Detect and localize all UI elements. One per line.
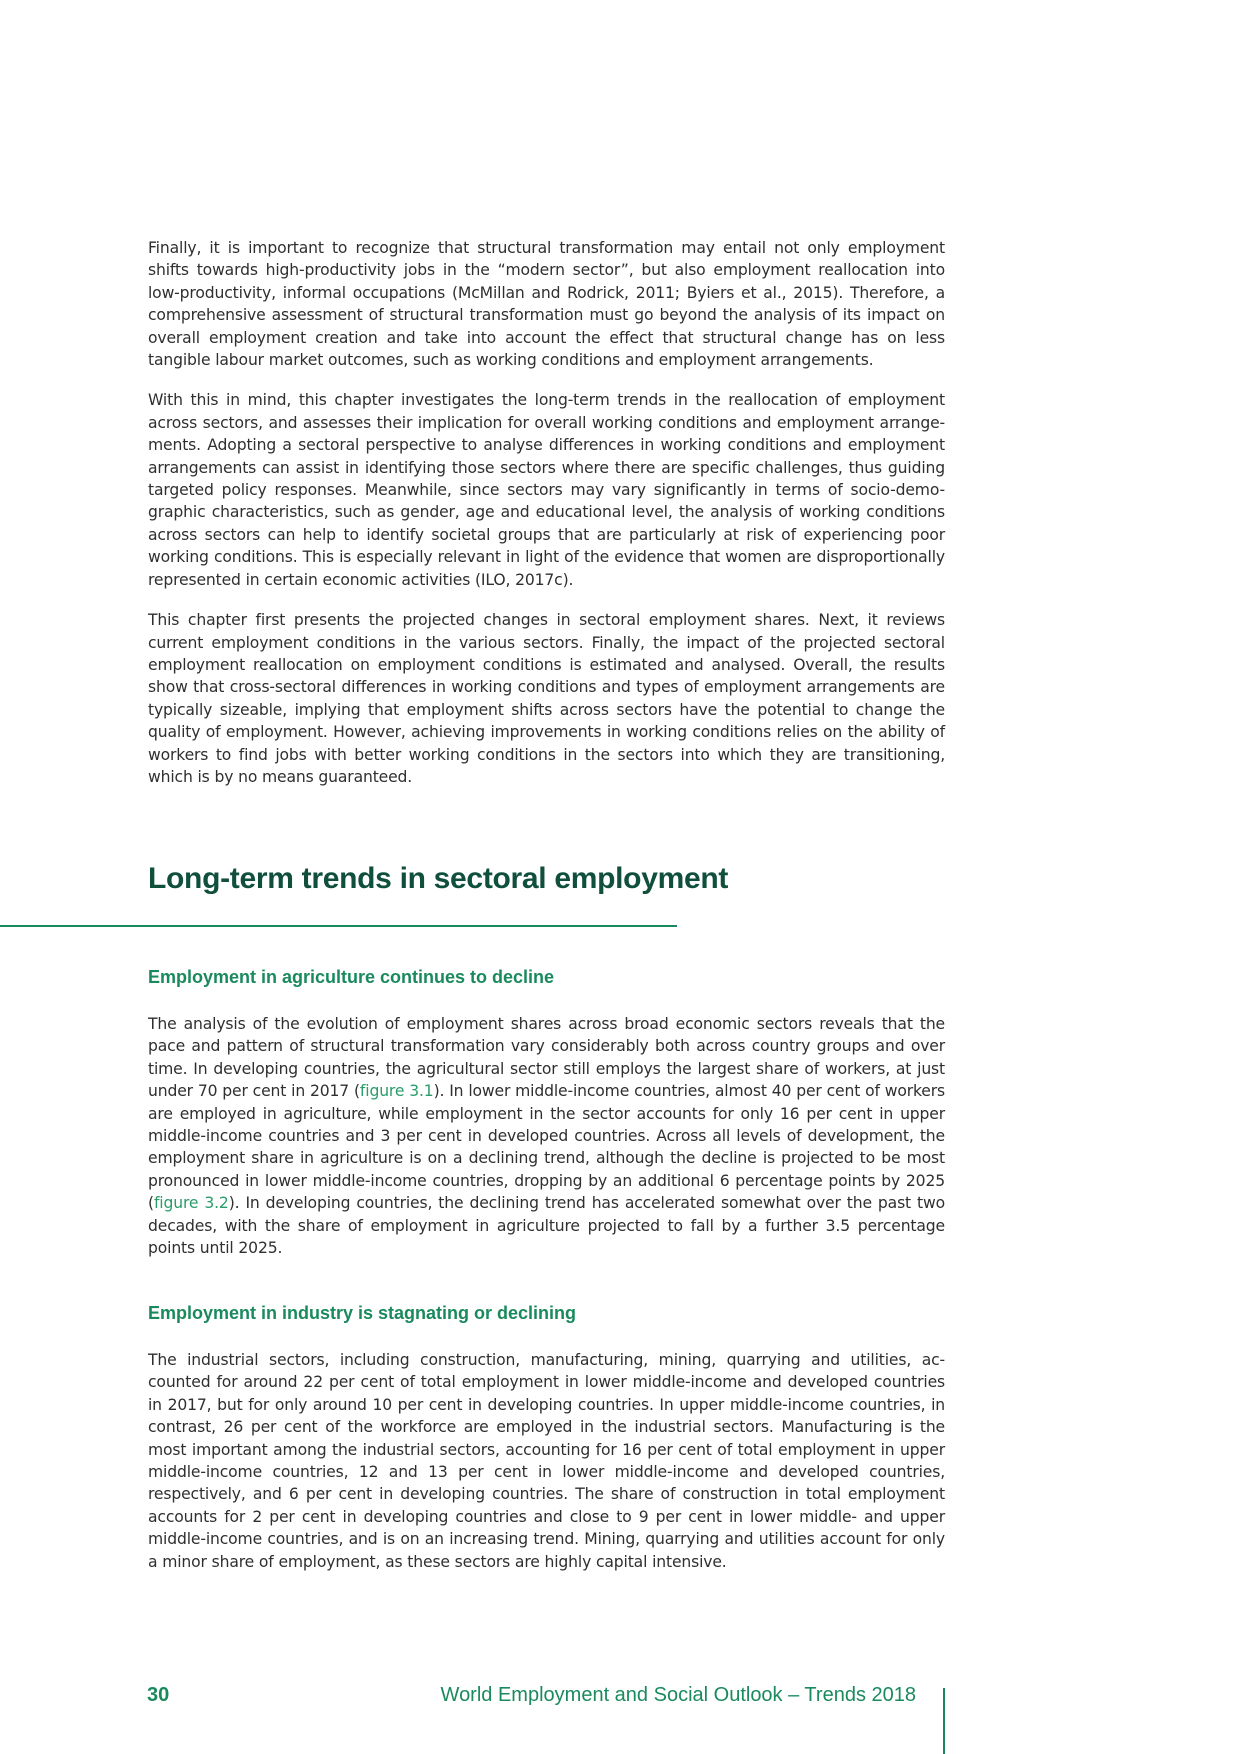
figure-3-1-link[interactable]: figure 3.1 [359,1082,434,1101]
figure-3-2-link[interactable]: figure 3.2 [153,1194,229,1213]
industry-heading: Employment in industry is stagnating or declining [148,1303,577,1323]
section-title: Long-term trends in sectoral employment [148,862,729,895]
intro-paragraph-3: This chapter first presents the projected changes in sectoral employment shares. Next, it reviews current employment conditions in the various sectors. Finally, the impact of the projected sectoral employment reallocation on employment conditions is estimated and analysed. Overall, the results show that cross-sectoral differences in working conditions and types of employment arrangements are typically sizeable, implying that employment shifts across sectors have the potential to change the quality of employment. However, achieving improvements in working conditions relies on the ability of workers to find jobs with better working conditions in the sectors into which they are transitioning, which is by no means guaranteed. [148,611,945,786]
section-divider [0,925,677,927]
industry-paragraph: The industrial sectors, including construction, manufacturing, mining, quarrying and utilities, ac-counted for around 22 per cent of total employment in lower middle-income and developed countries in 2017, but for only around 10 per cent in developing countries. In upper middle-income countries, in contrast, 26 per cent of the workforce are employed in the industrial sectors. Manufacturing is the most important among the industrial sectors, accounting for 16 per cent of total employment in upper middle-income countries, 12 and 13 per cent in lower middle-income and developed countries, respectively, and 6 per cent in developing countries. The share of construction in total employment accounts for 2 per cent in developing countries and close to 9 per cent in lower middle- and upper middle-income countries, and is on an increasing trend. Mining, quarrying and utilities account for only a minor share of employment, as these sectors are highly capital intensive. [148,1351,945,1571]
agriculture-text-3: ). In developing countries, the declining trend has accelerated somewhat over the past two decades, with the share of employment in agriculture projected to fall by a further 3.5 percentage points until 2025. [148,1194,946,1258]
agriculture-text-1: The analysis of the evolution of employment shares across broad economic sectors reveals that the pace and pattern of structural transformation vary considerably both across country groups and over time. In developing countries, the agricultural sector still employs the largest share of workers, at just under 70 per cent in 2017 ( [148,1015,945,1101]
footer-vertical-rule [943,1688,945,1754]
page-number: 30 [147,1684,170,1706]
industry-section [148,1349,945,1591]
agriculture-text-2: ). In lower middle-income countries, almost 40 per cent of workers are employed in agriculture, while employment in the sector accounts for only 16 per cent in upper middle-income countries and 3 per cent in developed countries. Across all levels of development, the employment share in agriculture is on a declining trend, although the decline is projected to be most pronounced in lower middle-income countries, dropping by an additional 6 percentage points by 2025 ( [148,1082,945,1213]
agriculture-section [148,1013,945,1277]
intro-paragraph-1: Finally, it is important to recognize that structural transformation may entail not only employment shifts towards high-productivity jobs in the “modern sector”, but also employment reallocation into low-productivity, informal occupations (McMillan and Rodrick, 2011; Byiers et al., 2015). Therefore, a comprehensive assessment of structural transformation must go beyond the analysis of its impact on overall employment creation and take into account the effect that structural change has on less tangible labour market outcomes, such as working conditions and employment arrangements. [148,239,945,370]
agriculture-heading: Employment in agriculture continues to decline [148,967,555,987]
publication-title: World Employment and Social Outlook – Trends 2018 [440,1684,916,1706]
intro-paragraph-2: With this in mind, this chapter investigates the long-term trends in the reallocation of employment across sectors, and assesses their implication for overall working conditions and employment arrange-ments. Adopting a sectoral perspective to analyse differences in working conditions and employment arrangements can assist in identifying those sectors where there are specific challenges, thus guiding targeted policy responses. Meanwhile, since sectors may vary significantly in terms of socio-demo-graphic characteristics, such as gender, age and educational level, the analysis of working conditions across sectors can help to identify societal groups that are particularly at risk of experiencing poor working conditions. This is especially relevant in light of the evidence that women are disproportionally represented in certain economic activities (ILO, 2017c). [148,391,945,589]
agriculture-paragraph [148,1013,945,1259]
intro-section [148,237,945,806]
